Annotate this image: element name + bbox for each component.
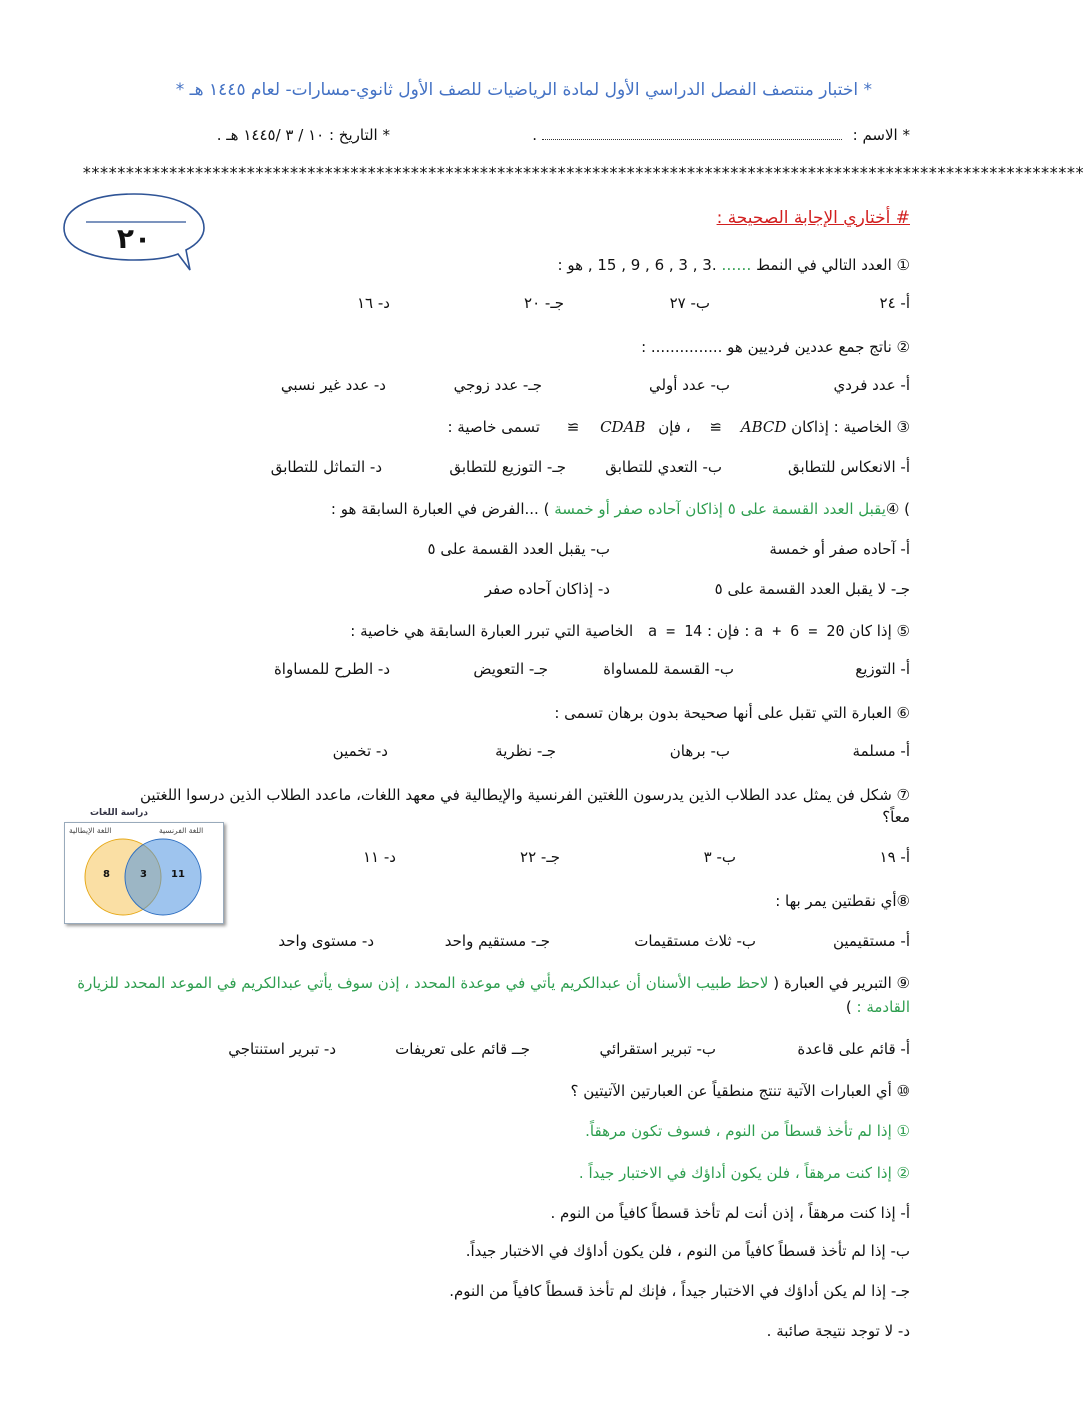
q6-option-b[interactable]: ب- برهان (669, 742, 730, 760)
exam-title: * اختبار منتصف الفصل الدراسي الأول لمادة الرياضيات للصف الأول ثانوي-مسارات- لعام ١٤٤٥ هـ * (175, 80, 872, 100)
q8-option-c[interactable]: جـ- مستقيم واحد (444, 932, 550, 950)
q1-option-c[interactable]: جـ- ٢٠ (524, 294, 564, 312)
q6-option-c[interactable]: جـ- نظرية (495, 742, 556, 760)
q3-option-d[interactable]: د- التماثل للتطابق (270, 458, 382, 476)
venn-circle-french (125, 839, 201, 915)
q4-option-c[interactable]: جـ- لا يقبل العدد القسمة على ٥ (714, 580, 910, 598)
q4-option-d[interactable]: د- إذاكان آحاده صفر (484, 580, 610, 598)
question-9-line-2: القادمة : ) (845, 998, 910, 1016)
q10-statement-1: ① إذا لم تأخذ قسطاً من النوم ، فسوف تكون مرهقاً. (585, 1122, 910, 1140)
question-2: ② ناتج جمع عددين فرديين هو ............... : (641, 338, 910, 356)
q10-option-d[interactable]: د- لا توجد نتيجة صائبة . (766, 1322, 910, 1340)
date-label: * التاريخ : ١٠ / ٣ /١٤٤٥ هـ . (216, 126, 390, 144)
question-5: ⑤ إذا كان a + 6 = 20 : فإن : a = 14 الخاصية التي تبرر العبارة السابقة هي خاصية : (350, 622, 910, 640)
venn-right-only-value: 11 (171, 869, 185, 880)
q2-option-a[interactable]: أ- عدد فردي (833, 376, 910, 394)
q2-option-d[interactable]: د- عدد غير نسبي (280, 376, 386, 394)
q1-option-d[interactable]: د- ١٦ (357, 294, 390, 312)
q8-option-b[interactable]: ب- ثلاث مستقيمات (634, 932, 756, 950)
score-value: ٢٠ (116, 222, 152, 255)
question-8: ⑧أي نقطتين يمر بها : (775, 892, 910, 910)
q5-option-d[interactable]: د- الطرح للمساواة (273, 660, 390, 678)
venn-title: دراسة اللغات (90, 808, 148, 818)
venn-left-label: اللغة الإيطالية (69, 826, 112, 835)
question-6: ⑥ العبارة التي تقبل على أنها صحيحة بدون برهان تسمى : (554, 704, 910, 722)
q3-option-a[interactable]: أ- الانعكاس للتطابق (787, 458, 910, 476)
q7-option-d[interactable]: د- ١١ (363, 848, 396, 866)
q5-option-b[interactable]: ب- القسمة للمساواة (603, 660, 734, 678)
name-field[interactable]: * الاسم : . (532, 126, 910, 144)
q4-option-b[interactable]: ب- يقبل العدد القسمة على ٥ (427, 540, 610, 558)
venn-right-label: اللغة الفرنسية (159, 826, 204, 835)
q8-option-d[interactable]: د- مستوى واحد (278, 932, 374, 950)
q9-option-b[interactable]: ب- تبرير استقرائي (599, 1040, 716, 1058)
q10-option-a[interactable]: أ- إذا كنت مرهقاً ، إذن أنت لم تأخذ قسطاً كافياً من النوم . (550, 1204, 910, 1222)
q7-option-c[interactable]: جـ- ٢٢ (520, 848, 560, 866)
q5-option-a[interactable]: أ- التوزيع (855, 660, 910, 678)
q7-option-a[interactable]: أ- ١٩ (879, 848, 910, 866)
q10-statement-2: ② إذا كنت مرهقاً ، فلن يكون أداؤك في الاختبار جيداً . (578, 1164, 910, 1182)
venn-diagram (64, 808, 224, 924)
score-bubble (62, 192, 206, 274)
q10-option-c[interactable]: جـ- إذا لم يكن أداؤك في الاختبار جيداً ، فإنك لم تأخذ قسطاً كافياً من النوم. (449, 1282, 910, 1300)
venn-frame (64, 822, 224, 924)
section-heading: # أختاري الإجابة الصحيحة : (716, 208, 910, 228)
venn-left-only-value: 8 (103, 869, 110, 880)
q10-option-b[interactable]: ب- إذا لم تأخذ قسطاً كافياً من النوم ، فلن يكون أداؤك في الاختبار جيداً. (465, 1242, 910, 1260)
q2-option-b[interactable]: ب- عدد أولي (648, 376, 730, 394)
q6-option-a[interactable]: أ- مسلمة (852, 742, 910, 760)
q6-option-d[interactable]: د- تخمين (332, 742, 388, 760)
question-10: ⑩ أي العبارات الآتية تنتج منطقياً عن العبارتين الآتيتين ؟ (570, 1082, 910, 1100)
q2-option-c[interactable]: جـ- عدد زوجي (453, 376, 542, 394)
q8-option-a[interactable]: أ- مستقيمين (832, 932, 910, 950)
question-7-line-1: ⑦ شكل فن يمثل عدد الطلاب الذين يدرسون اللغتين الفرنسية والإيطالية في معهد اللغات، ماعدد الطلاب الذين درسوا اللغتين (140, 786, 910, 804)
q9-option-d[interactable]: د- تبرير استنتاجي (228, 1040, 336, 1058)
question-1: ① العدد التالي في النمط …… , 15 , 9 , 6 , 3 , 3. هو : (557, 256, 910, 274)
name-label: * الاسم : (852, 126, 910, 144)
venn-both-value: 3 (140, 869, 147, 880)
question-7-line-2: معاً؟ (882, 808, 910, 826)
q1-option-a[interactable]: أ- ٢٤ (879, 294, 910, 312)
question-4: ) ④يقبل العدد القسمة على ٥ إذاكان آحاده صفر أو خمسة ) ...الفرض في العبارة السابقة هو : (330, 500, 910, 518)
q3-option-c[interactable]: جـ- التوزيع للتطابق (449, 458, 566, 476)
q3-option-b[interactable]: ب- التعدي للتطابق (605, 458, 722, 476)
name-blank (542, 139, 842, 140)
star-divider: ******************************************************************************************************************** (82, 163, 1083, 182)
q9-option-a[interactable]: أ- قائم على قاعدة (797, 1040, 910, 1058)
question-9-line-1: ⑨ التبرير في العبارة ( لاحظ طبيب الأسنان أن عبدالكريم يأتي في موعدة المحدد ، إذن سوف يأتي عبدالكريم في الموعد المحدد للزيارة (77, 974, 910, 992)
q7-option-b[interactable]: ب- ٣ (703, 848, 736, 866)
q1-option-b[interactable]: ب- ٢٧ (669, 294, 710, 312)
q9-option-c[interactable]: جــ قائم على تعريفات (395, 1040, 530, 1058)
q5-option-c[interactable]: جـ- التعويض (473, 660, 548, 678)
q4-option-a[interactable]: أ- آحاده صفر أو خمسة (769, 540, 910, 558)
question-3: ③ الخاصية : إذاكان ABCD ≅ ، فإن CDAB ≅ تسمى خاصية : (447, 418, 910, 436)
